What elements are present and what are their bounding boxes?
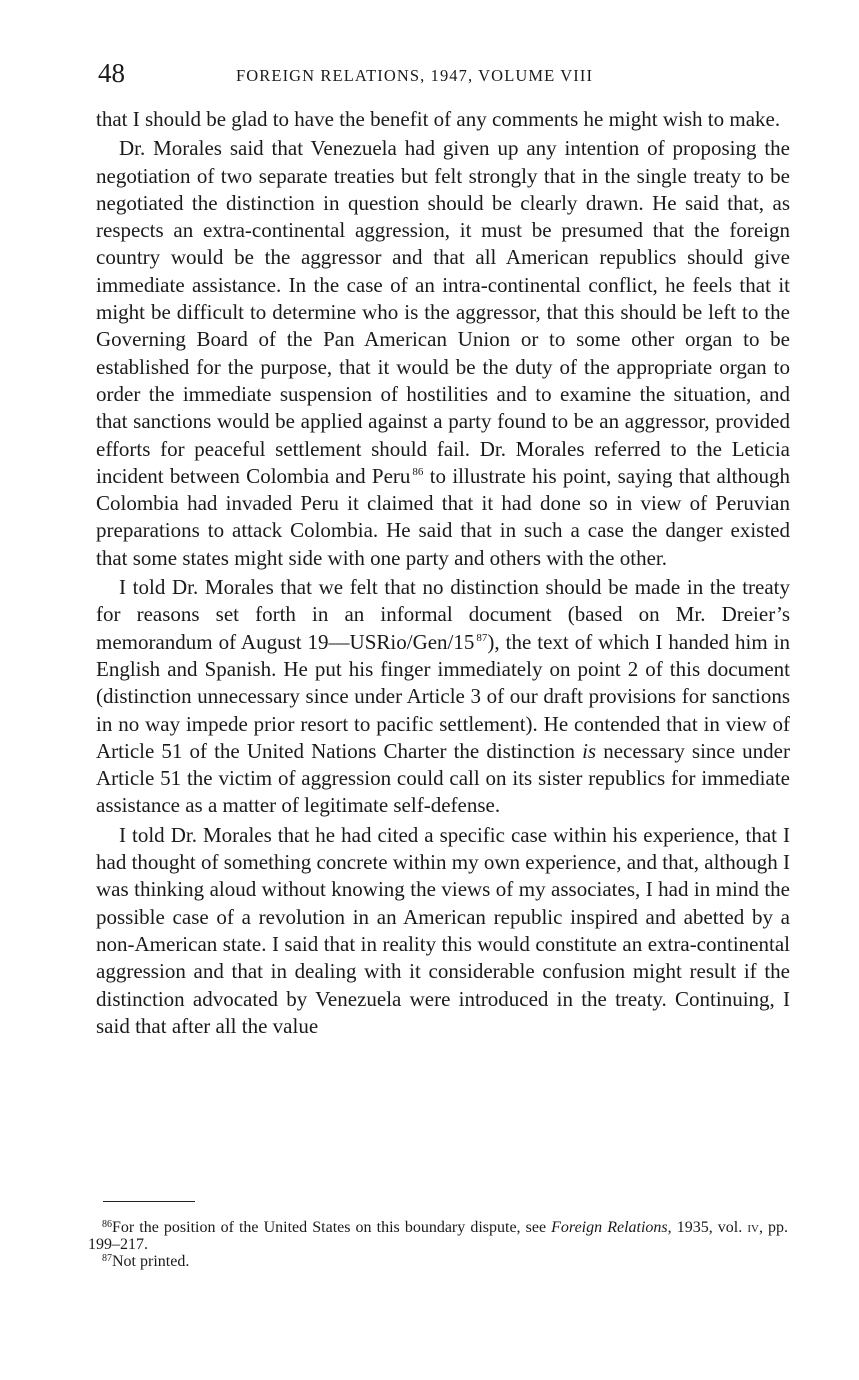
footnote-rule xyxy=(103,1201,195,1202)
text-run: For the position of the United States on this boundary dispute, see xyxy=(112,1219,552,1236)
footnote-reference: 87 xyxy=(476,631,488,644)
footnote-marker: 87 xyxy=(102,1253,112,1264)
footnote-reference: 86 xyxy=(412,465,424,478)
paragraph xyxy=(96,106,790,133)
footnote-marker: 86 xyxy=(102,1219,112,1230)
paragraph xyxy=(96,135,790,572)
text-run: ), the text of which I handed him in English and Spanish. He put his finger immediately on point 2 of this document (distinction unnecessary since under Article 3 of our draft provisions for sanctions in no way impede prior resort to pacific settlement). He contended that in view of Article 51 of the United Nations Charter the distinction xyxy=(96,629,790,763)
italic-text: is xyxy=(582,738,597,763)
text-run: that I should be glad to have the benefit of any comments he might wish to make. xyxy=(96,107,781,131)
text-run: Not printed. xyxy=(112,1253,190,1270)
text-run: , pp. 199–217. xyxy=(88,1219,789,1253)
text-run: , 1935, vol. xyxy=(667,1219,748,1236)
footnote xyxy=(88,1219,788,1253)
paragraph xyxy=(96,574,790,820)
small-caps-text: iv xyxy=(747,1219,759,1236)
paragraph xyxy=(96,822,790,1040)
page-number: 48 xyxy=(98,58,125,88)
running-head xyxy=(98,56,790,90)
text-run: Dr. Morales said that Venezuela had given up any intention of proposing the negotiation of two separate treaties but felt strongly that in the single treaty to be negotiated the distinction in question should be clearly drawn. He said that, as respects an extra-continental aggression, it must be presumed that the foreign country would be the aggressor and that all American republics should give immediate assistance. In the case of an intra-continental conflict, he feels that it might be difficult to determine who is the aggressor, that this should be left to the Governing Board of the Pan American Union or to some other organ to be established for the purpose, that it would be the duty of the appropriate organ to order the immediate suspension of hostilities and to examine the situation, and that sanctions would be applied against a party found to be an aggressor, provided efforts for peaceful settlement should fail. Dr. Morales referred to the Leticia incident between Colombia and Peru xyxy=(96,136,790,488)
body-text xyxy=(96,106,790,1040)
running-title: FOREIGN RELATIONS, 1947, VOLUME VIII xyxy=(236,66,594,85)
italic-text: Foreign Relations xyxy=(551,1219,668,1236)
text-run: I told Dr. Morales that we felt that no distinction should be made in the treaty for reasons set forth in an informal document (based on Mr. Dreier’s memorandum of August 19—USRio/Gen/15 xyxy=(96,575,790,654)
footnotes xyxy=(88,1219,788,1270)
footnote xyxy=(88,1253,788,1270)
text-run: to illustrate his point, saying that although Colombia had invaded Peru it claimed that it had done so in view of Peruvian preparations to attack Colombia. He said that in such a case the danger existed that some states might side with one party and others with the other. xyxy=(96,463,790,570)
text-run: I told Dr. Morales that he had cited a specific case within his experience, that I had thought of something concrete within my own experience, and that, although I was thinking aloud without knowing the views of my associates, I had in mind the possible case of a revolution in an American republic inspired and abetted by a non-American state. I said that in reality this would constitute an extra-continental aggression and that in dealing with it considerable confusion might result if the distinction advocated by Venezuela were introduced in the treaty. Continuing, I said that after all the value xyxy=(96,822,790,1038)
text-run: necessary since under Article 51 the victim of aggression could call on its sister republics for immediate assistance as a matter of legitimate self-defense. xyxy=(96,738,790,818)
